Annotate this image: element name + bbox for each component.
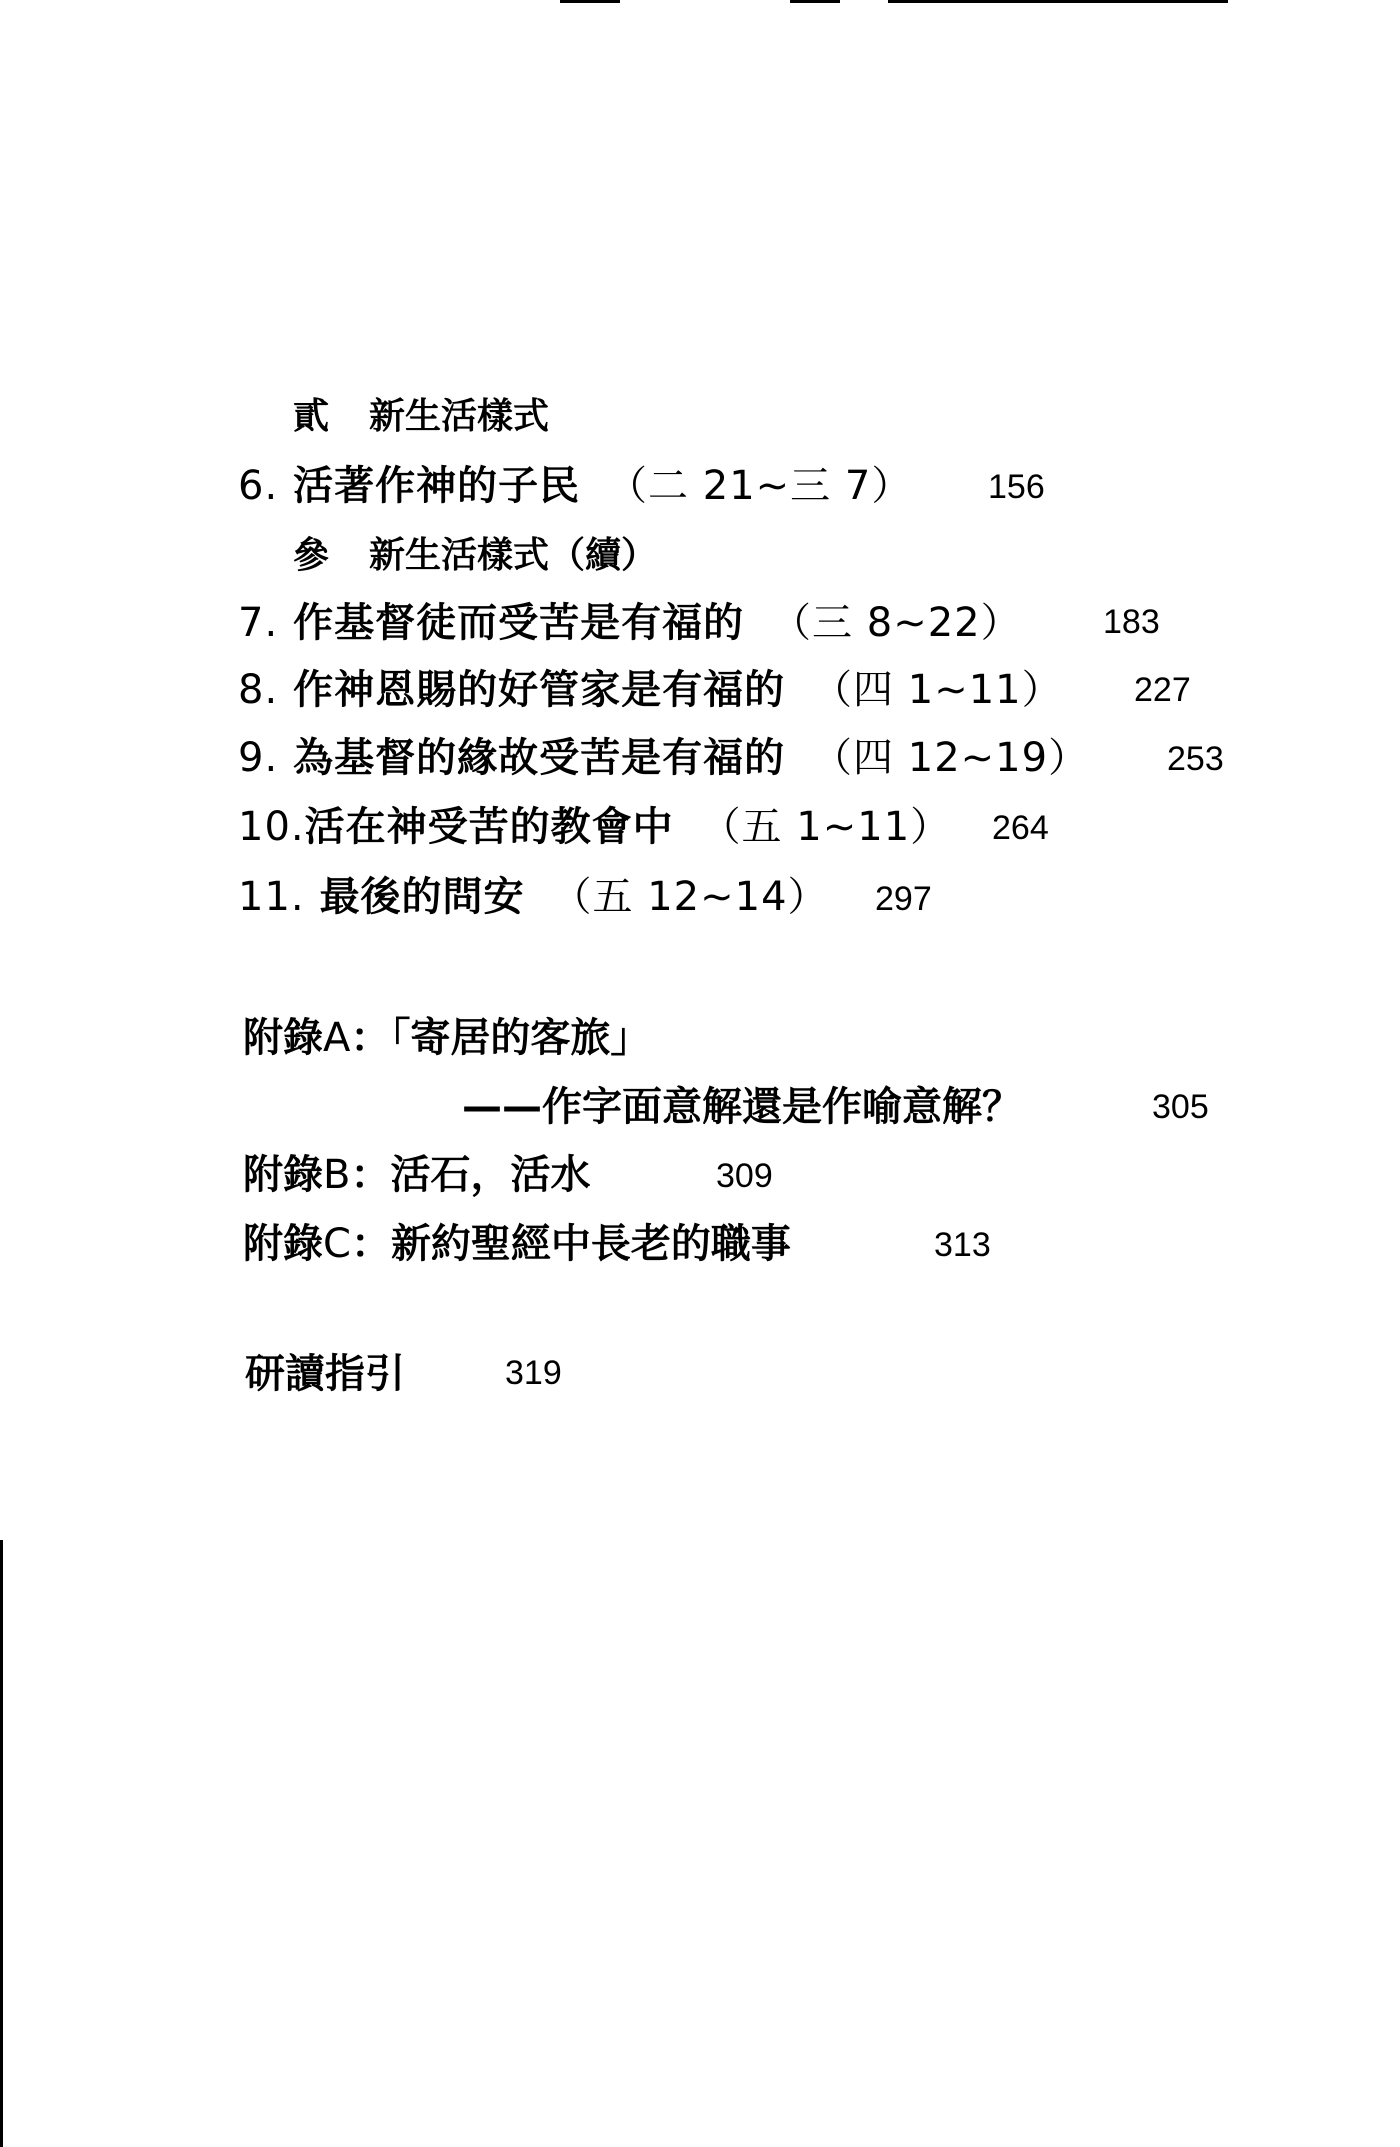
toc-entry[interactable]	[238, 667, 1063, 713]
part-number: 參	[293, 534, 330, 576]
entry-reference: （四 12∼19）	[812, 735, 1090, 781]
study-guide-title: 研讀指引	[245, 1351, 405, 1397]
appendix-entry[interactable]	[243, 1015, 651, 1061]
page-number: 253	[1167, 740, 1224, 778]
entry-reference: （四 1∼11）	[812, 667, 1063, 713]
toc-entry[interactable]	[238, 735, 1090, 781]
entry-title: 為基督的緣故受苦是有福的	[293, 735, 786, 781]
appendix-title: 活石，活水	[390, 1152, 591, 1198]
appendix-title: 「寄居的客旅」	[390, 1015, 651, 1061]
part-number: 貳	[293, 395, 330, 437]
appendix-prefix: 附錄	[243, 1152, 323, 1198]
toc-entry[interactable]	[238, 874, 829, 920]
top-edge-mark	[790, 0, 840, 3]
part-title: 新生活樣式（續）	[369, 534, 658, 576]
appendix-title: 新約聖經中長老的職事	[390, 1221, 791, 1267]
appendix-entry[interactable]	[243, 1221, 791, 1267]
entry-number: 7.	[238, 600, 279, 646]
part-heading	[293, 534, 658, 576]
toc-entry[interactable]	[238, 463, 913, 509]
appendix-separator: ：	[350, 1152, 391, 1198]
page-number: 264	[992, 809, 1049, 847]
page-number: 183	[1103, 603, 1160, 641]
entry-number: 9.	[238, 735, 279, 781]
appendix-prefix: 附錄	[243, 1221, 323, 1267]
entry-number: 11.	[238, 874, 305, 920]
part-title: 新生活樣式	[369, 395, 550, 437]
left-edge-rule	[0, 1540, 3, 2147]
appendix-separator: ：	[350, 1221, 391, 1267]
page-number: 313	[934, 1226, 991, 1264]
top-edge-mark	[560, 0, 620, 3]
page-number: 297	[875, 880, 932, 918]
part-heading	[293, 395, 550, 437]
appendix-letter: A	[323, 1015, 351, 1061]
entry-number: 8.	[238, 667, 279, 713]
top-edge-rule	[888, 0, 1228, 3]
toc-entry[interactable]	[238, 804, 952, 850]
entry-title: 最後的問安	[319, 874, 525, 920]
toc-entry[interactable]	[238, 600, 1022, 646]
entry-title: 作基督徒而受苦是有福的	[293, 600, 745, 646]
page-number: 319	[505, 1354, 562, 1392]
appendix-letter: B	[323, 1152, 351, 1198]
appendix-separator: ：	[350, 1015, 391, 1061]
page-number: 309	[716, 1157, 773, 1195]
study-guide-entry[interactable]	[245, 1351, 405, 1397]
appendix-entry[interactable]	[243, 1152, 591, 1198]
entry-number: 10.	[238, 804, 305, 850]
entry-title: 作神恩賜的好管家是有福的	[293, 667, 786, 713]
page-number: 156	[988, 468, 1045, 506]
entry-reference: （五 12∼14）	[551, 874, 829, 920]
entry-number: 6.	[238, 463, 279, 509]
entry-title: 活著作神的子民	[293, 463, 581, 509]
entry-title: 活在神受苦的教會中	[304, 804, 674, 850]
appendix-prefix: 附錄	[243, 1015, 323, 1061]
entry-reference: （三 8∼22）	[771, 600, 1022, 646]
appendix-subtitle: ——作字面意解還是作喻意解？	[462, 1084, 1022, 1130]
page-number: 227	[1134, 671, 1191, 709]
entry-reference: （二 21∼三 7）	[607, 463, 913, 509]
entry-reference: （五 1∼11）	[700, 804, 952, 850]
appendix-letter: C	[323, 1221, 351, 1267]
page-number: 305	[1152, 1088, 1209, 1126]
